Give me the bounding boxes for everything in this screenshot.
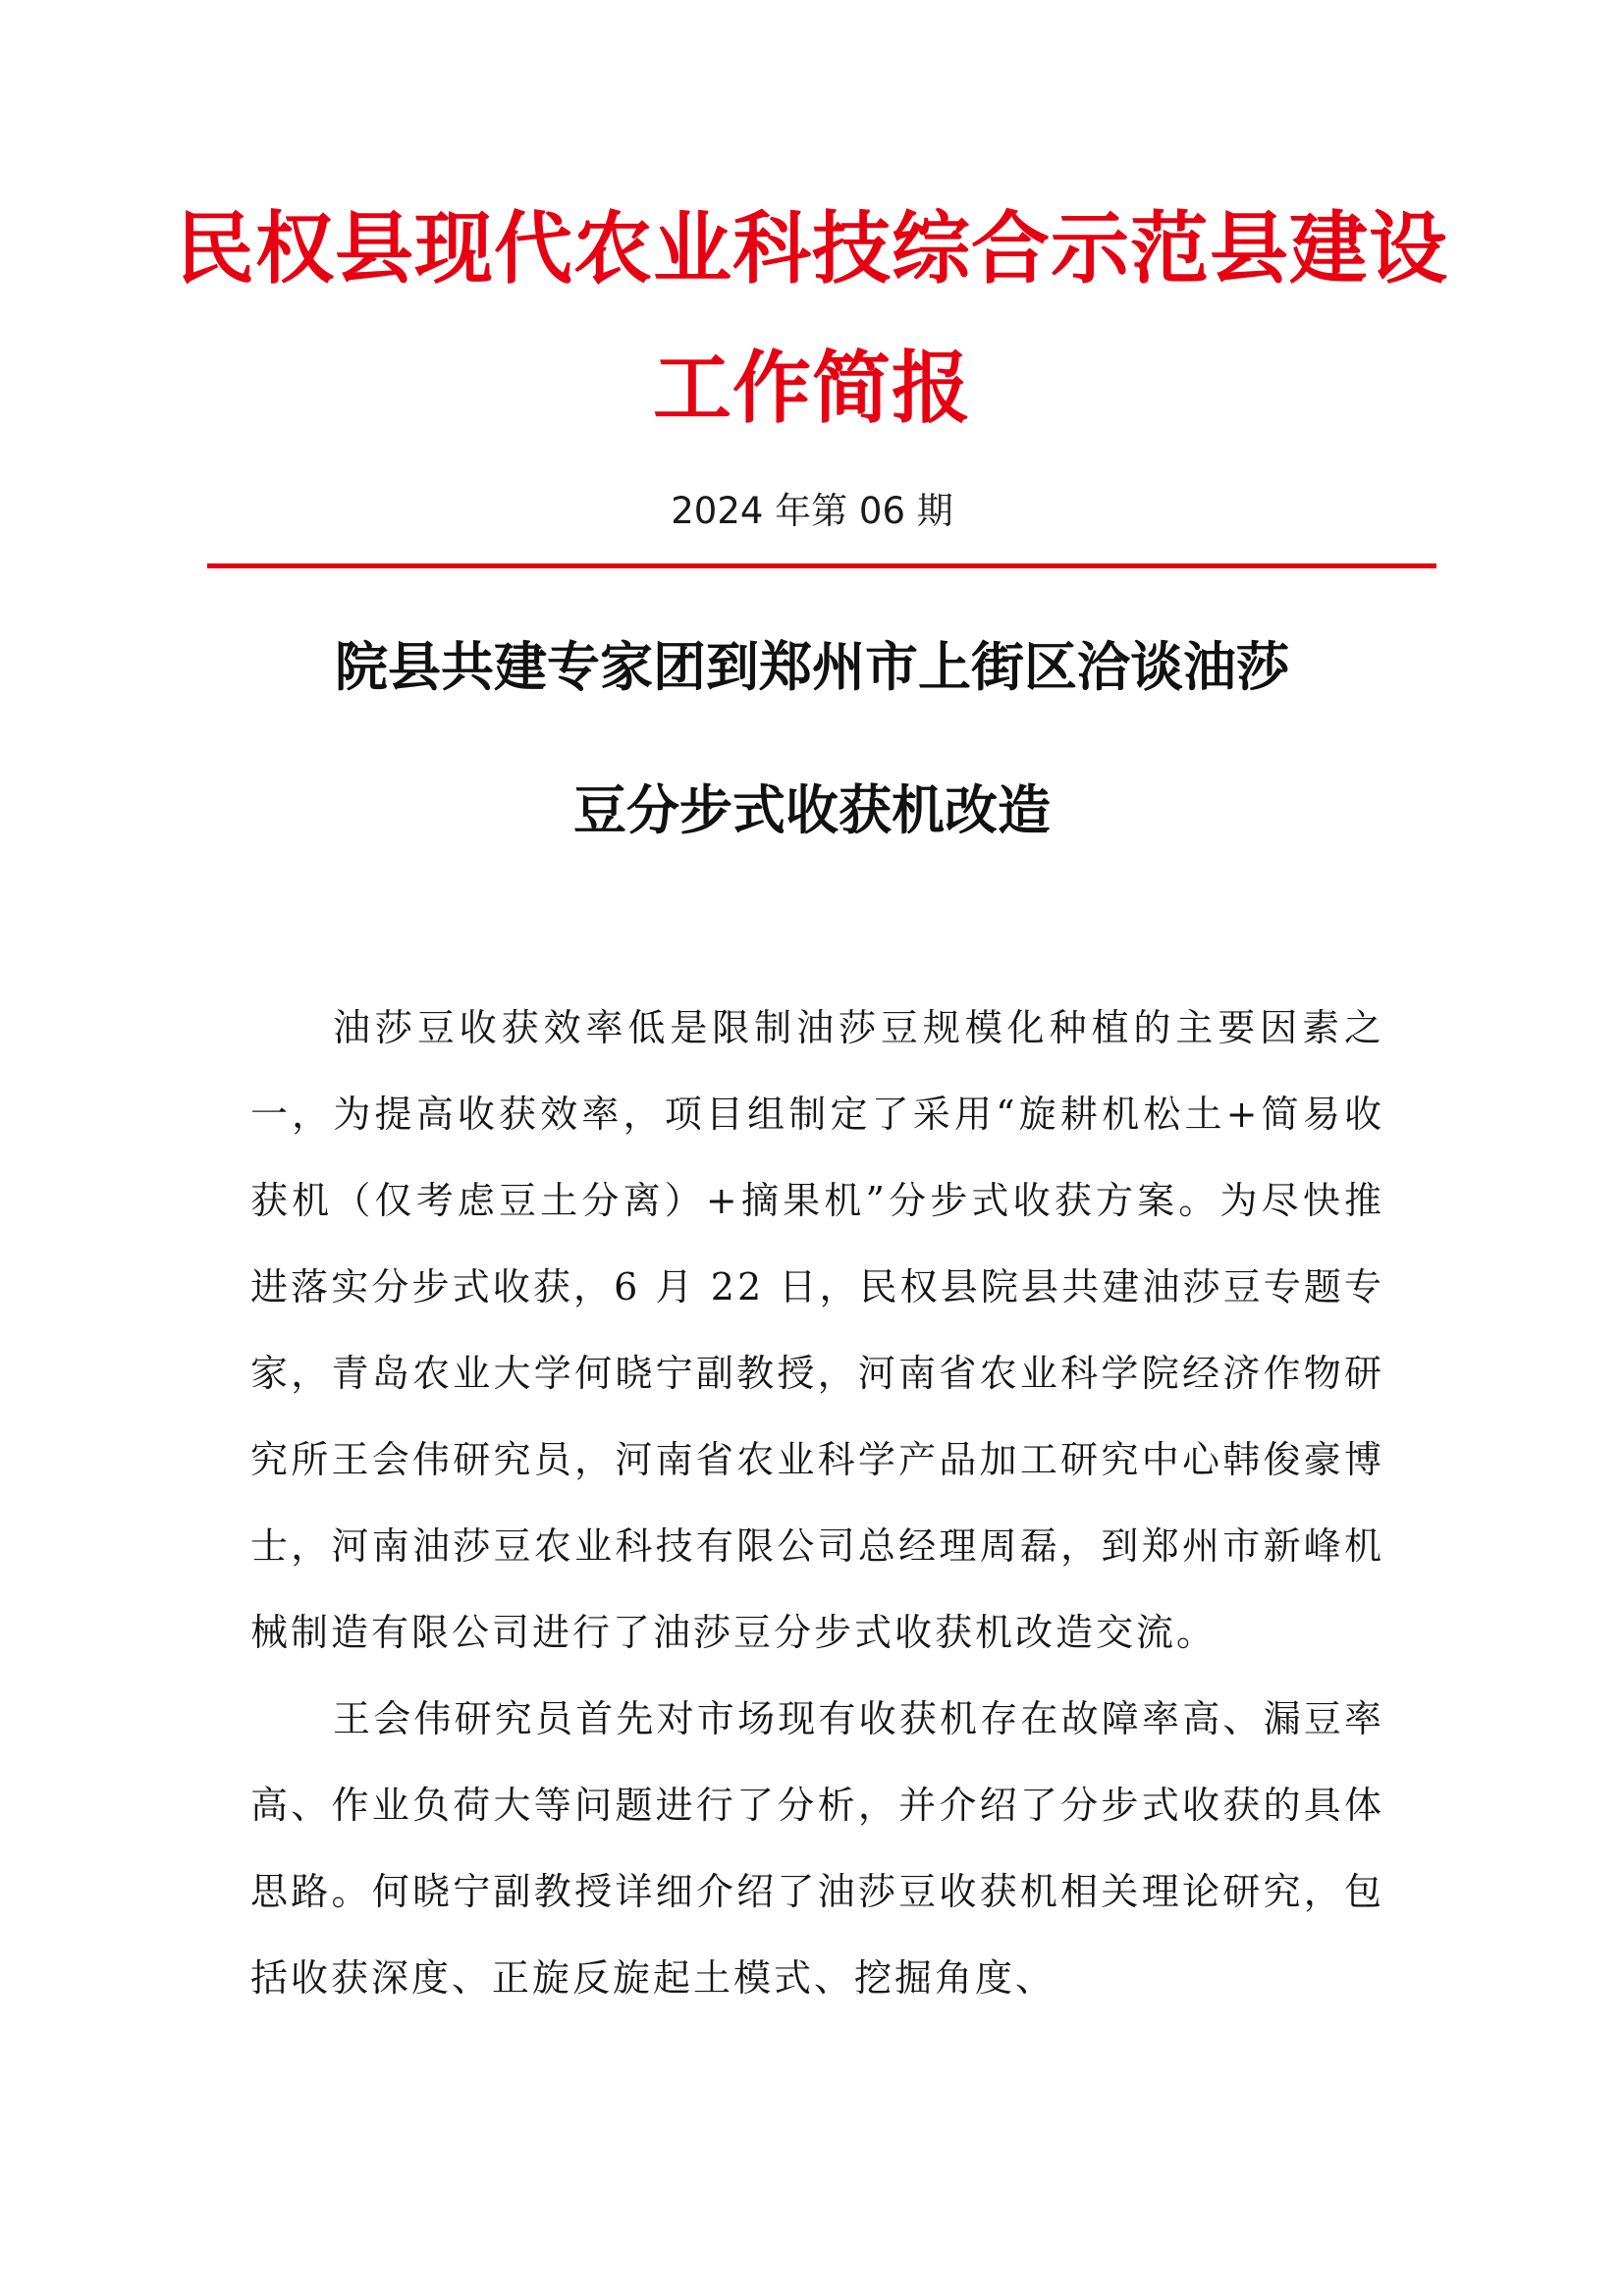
issue-number: 2024 年第 06 期 (671, 490, 953, 532)
article-paragraph: 油莎豆收获效率低是限制油莎豆规模化种植的主要因素之一，为提高收获效率，项目组制定了采用“旋耕机松土+简易收获机（仅考虑豆土分离）+摘果机”分步式收获方案。为尽快推进落实分步式收获，6 月 22 日，民权县院县共建油莎豆专题专家，青岛农业大学何晓宁副教授，河南省农业科学院经济作物研究所王会伟研究员，河南省农业科学产品加工研究中心韩俊豪博士，河南油莎豆农业科技有限公司总经理周磊，到郑州市新峰机械制造有限公司进行了油莎豆分步式收获机改造交流。 (250, 1006, 1384, 1654)
article-title-line1: 院县共建专家团到郑州市上街区洽谈油莎 (335, 636, 1289, 698)
article-title-line2: 豆分步式收获机改造 (573, 779, 1051, 841)
red-divider (207, 563, 1436, 568)
article-body (250, 985, 1384, 2021)
article-paragraph: 王会伟研究员首先对市场现有收获机存在故障率高、漏豆率高、作业负荷大等问题进行了分析，并介绍了分步式收获的具体思路。何晓宁副教授详细介绍了油莎豆收获机相关理论研究，包括收获深度、正旋反旋起土模式、挖掘角度、 (250, 1697, 1384, 2000)
masthead-title-line1: 民权县现代农业科技综合示范县建设 (176, 203, 1448, 294)
masthead-title-line2: 工作简报 (653, 343, 971, 434)
